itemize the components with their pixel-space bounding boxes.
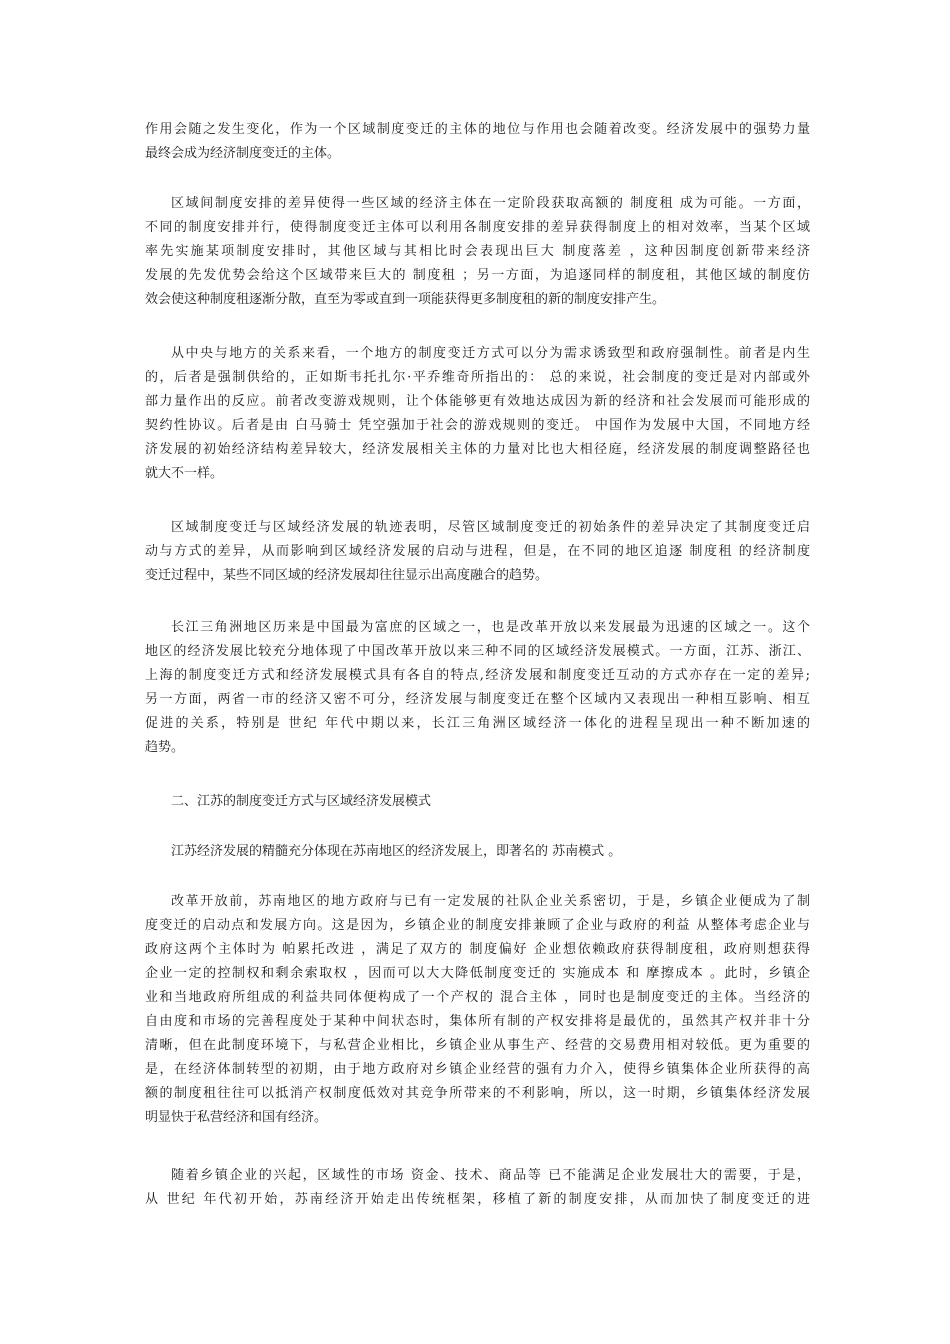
- text-line: 区域制度变迁与区域经济发展的轨迹表明，尽管区域制度变迁的初始条件的差异决定了其制度变迁启: [171, 520, 810, 535]
- text-line: 随着乡镇企业的兴起，区域性的市场 资金、技术、商品等 已不能满足企业发展壮大的需要，于是，: [171, 1168, 810, 1183]
- text-line: 明显快于私营经济和国有经济。: [145, 1110, 328, 1125]
- text-line: 清晰，但在此制度环境下，与私营企业相比，乡镇企业从事生产、经营的交易费用相对较低。更为重要的: [145, 1038, 810, 1053]
- text-line: 江苏经济发展的精髓充分体现在苏南地区的经济发展上，即著名的 苏南模式 。: [171, 844, 622, 859]
- text-line: 的，后者是强制供给的，正如斯韦托扎尔·平乔维奇所指出的： 总的来说，社会制度的变迁是对内部或外: [145, 370, 810, 385]
- text-line: 济发展的初始经济结构差异较大，经济发展相关主体的力量对比也大相径庭，经济发展的制度调整路径也: [145, 442, 810, 457]
- text-line: 业和当地政府所组成的利益共同体便构成了一个产权的 混合主体 ，同时也是制度变迁的主体。当经济的: [145, 990, 810, 1005]
- text-line: 二、江苏的制度变迁方式与区域经济发展模式: [171, 794, 432, 809]
- text-line: 从中央与地方的关系来看，一个地方的制度变迁方式可以分为需求诱致型和政府强制性。前者是内生: [171, 346, 810, 361]
- text-line: 改革开放前，苏南地区的地方政府与已有一定发展的社队企业关系密切，于是，乡镇企业便成为了制: [171, 894, 810, 909]
- text-line: 长江三角洲地区历来是中国最为富庶的区域之一，也是改革开放以来发展最为迅速的区域之一。这个: [171, 620, 810, 635]
- text-line: 效会使这种制度租逐渐分散，直至为零或直到一项能获得更多制度租的新的制度安排产生。: [145, 292, 666, 307]
- text-line: 就大不一样。: [145, 466, 224, 481]
- text-line: 趋势。: [145, 740, 185, 755]
- text-line: 作用会随之发生变化，作为一个区域制度变迁的主体的地位与作用也会随着改变。经济发展中的强势力量: [145, 122, 810, 137]
- text-line: 变迁过程中，某些不同区域的经济发展却往往显示出高度融合的趋势。: [145, 568, 549, 583]
- text-line: 最终会成为经济制度变迁的主体。: [145, 146, 341, 161]
- text-line: 不同的制度安排并行，使得制度变迁主体可以利用各制度安排的差异获得制度上的相对效率，当某个区域: [145, 220, 810, 235]
- text-line: 率先实施某项制度安排时，其他区域与其相比时会表现出巨大 制度落差 ，这种因制度创新带来经济: [145, 244, 810, 259]
- text-line: 企业一定的控制权和剩余索取权 ，因而可以大大降低制度变迁的 实施成本 和 摩擦成本 。此时，乡镇企: [145, 966, 810, 981]
- text-line: 是，在经济体制转型的初期，由于地方政府对乡镇企业经营的强有力介入，使得乡镇集体企业所获得的高: [145, 1062, 810, 1077]
- text-line: 促进的关系，特别是 世纪 年代中期以来，长江三角洲区域经济一体化的进程呈现出一种不断加速的: [145, 716, 810, 731]
- text-line: 另一方面，两省一市的经济又密不可分，经济发展与制度变迁在整个区域内又表现出一种相互影响、相互: [145, 692, 810, 707]
- text-line: 从 世纪 年代初开始，苏南经济开始走出传统框架，移植了新的制度安排，从而加快了制度变迁的进: [145, 1192, 810, 1207]
- text-line: 度变迁的启动点和发展方向。这是因为，乡镇企业的制度安排兼顾了企业与政府的利益 从整体考虑企业与: [145, 918, 810, 933]
- text-line: 部力量作出的反应。前者改变游戏规则，让个体能够更有效地达成因为新的经济和社会发展而可能形成的: [145, 394, 810, 409]
- text-line: 额的制度租往往可以抵消产权制度低效对其竞争所带来的不利影响，所以，这一时期，乡镇集体经济发展: [145, 1086, 810, 1101]
- text-line: 自由度和市场的完善程度处于某种中间状态时，集体所有制的产权安排将是最优的，虽然其产权并非十分: [145, 1014, 810, 1029]
- text-line: 区域间制度安排的差异使得一些区域的经济主体在一定阶段获取高额的 制度租 成为可能。一方面，: [171, 196, 810, 211]
- text-line: 契约性协议。后者是由 白马骑士 凭空强加于社会的游戏规则的变迁。 中国作为发展中大国，不同地方经: [145, 418, 810, 433]
- text-line: 发展的先发优势会给这个区域带来巨大的 制度租 ；另一方面，为追逐同样的制度租，其他区域的制度仿: [145, 268, 810, 283]
- text-line: 动与方式的差异，从而影响到区域经济发展的启动与进程，但是，在不同的地区追逐 制度租 的经济制度: [145, 544, 810, 559]
- text-line: 上海的制度变迁方式和经济发展模式具有各自的特点,经济发展和制度变迁互动的方式亦存在一定的差异;: [145, 668, 810, 683]
- text-line: 政府这两个主体时为 帕累托改进 ，满足了双方的 制度偏好 企业想依赖政府获得制度租，政府则想获得: [145, 942, 810, 957]
- text-line: 地区的经济发展比较充分地体现了中国改革开放以来三种不同的区域经济发展模式。一方面，江苏、浙江、: [145, 644, 810, 659]
